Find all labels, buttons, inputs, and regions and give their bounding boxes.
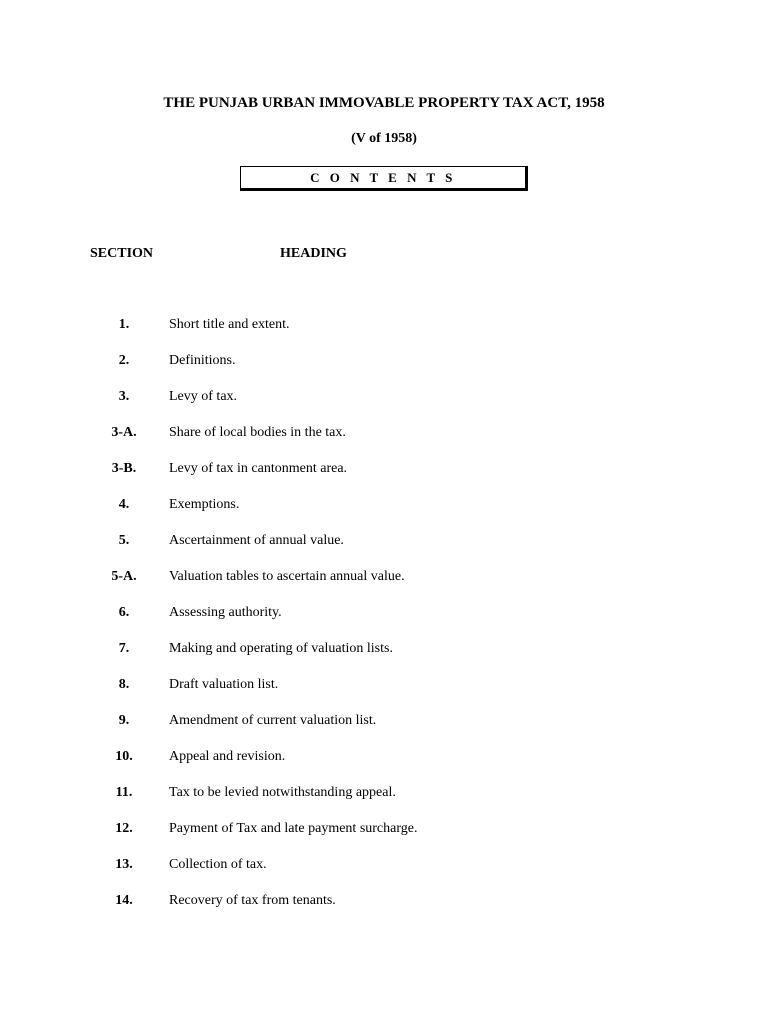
section-heading: Levy of tax in cantonment area. xyxy=(169,461,348,476)
section-number: 5. xyxy=(118,533,130,548)
toc-row xyxy=(0,638,768,674)
section-number: 3. xyxy=(118,389,130,404)
section-number: 5-A. xyxy=(111,569,137,584)
section-number: 13. xyxy=(115,857,133,872)
section-heading: Recovery of tax from tenants. xyxy=(169,893,336,908)
section-heading: Collection of tax. xyxy=(169,857,267,872)
toc-row xyxy=(0,818,768,854)
section-heading: Short title and extent. xyxy=(169,317,290,332)
act-number: (V of 1958) xyxy=(351,131,417,146)
toc-row xyxy=(0,530,768,566)
section-heading: Tax to be levied notwithstanding appeal. xyxy=(169,785,396,800)
toc-row xyxy=(0,314,768,350)
section-number: 3-A. xyxy=(111,425,137,440)
section-heading: Assessing authority. xyxy=(169,605,282,620)
section-heading: Making and operating of valuation lists. xyxy=(169,641,393,656)
table-of-contents xyxy=(0,314,768,926)
section-number: 9. xyxy=(118,713,130,728)
section-number: 3-B. xyxy=(111,461,137,476)
toc-row xyxy=(0,782,768,818)
toc-row xyxy=(0,458,768,494)
section-number: 4. xyxy=(118,497,130,512)
toc-row xyxy=(0,350,768,386)
toc-row xyxy=(0,566,768,602)
section-number: 14. xyxy=(115,893,133,908)
section-number: 8. xyxy=(118,677,130,692)
toc-row xyxy=(0,494,768,530)
contents-heading-box: C O N T E N T S xyxy=(240,166,528,191)
toc-row xyxy=(0,386,768,422)
section-number: 10. xyxy=(115,749,133,764)
toc-row xyxy=(0,602,768,638)
section-heading: Ascertainment of annual value. xyxy=(169,533,344,548)
toc-row xyxy=(0,854,768,890)
heading-column-header: HEADING xyxy=(280,246,347,261)
section-heading: Exemptions. xyxy=(169,497,240,512)
section-number: 2. xyxy=(118,353,130,368)
section-number: 1. xyxy=(118,317,130,332)
section-heading: Payment of Tax and late payment surcharge. xyxy=(169,821,418,836)
section-heading: Valuation tables to ascertain annual value. xyxy=(169,569,405,584)
section-number: 12. xyxy=(115,821,133,836)
section-heading: Amendment of current valuation list. xyxy=(169,713,377,728)
section-heading: Definitions. xyxy=(169,353,236,368)
section-heading: Share of local bodies in the tax. xyxy=(169,425,346,440)
section-heading: Levy of tax. xyxy=(169,389,238,404)
document-title: THE PUNJAB URBAN IMMOVABLE PROPERTY TAX ACT, 1958 xyxy=(163,95,605,111)
section-number: 11. xyxy=(115,785,133,800)
section-number: 6. xyxy=(118,605,130,620)
toc-row xyxy=(0,422,768,458)
section-number: 7. xyxy=(118,641,130,656)
section-heading: Draft valuation list. xyxy=(169,677,279,692)
toc-row xyxy=(0,890,768,926)
toc-row xyxy=(0,746,768,782)
section-heading: Appeal and revision. xyxy=(169,749,286,764)
toc-row xyxy=(0,674,768,710)
toc-row xyxy=(0,710,768,746)
section-column-header: SECTION xyxy=(90,246,154,261)
